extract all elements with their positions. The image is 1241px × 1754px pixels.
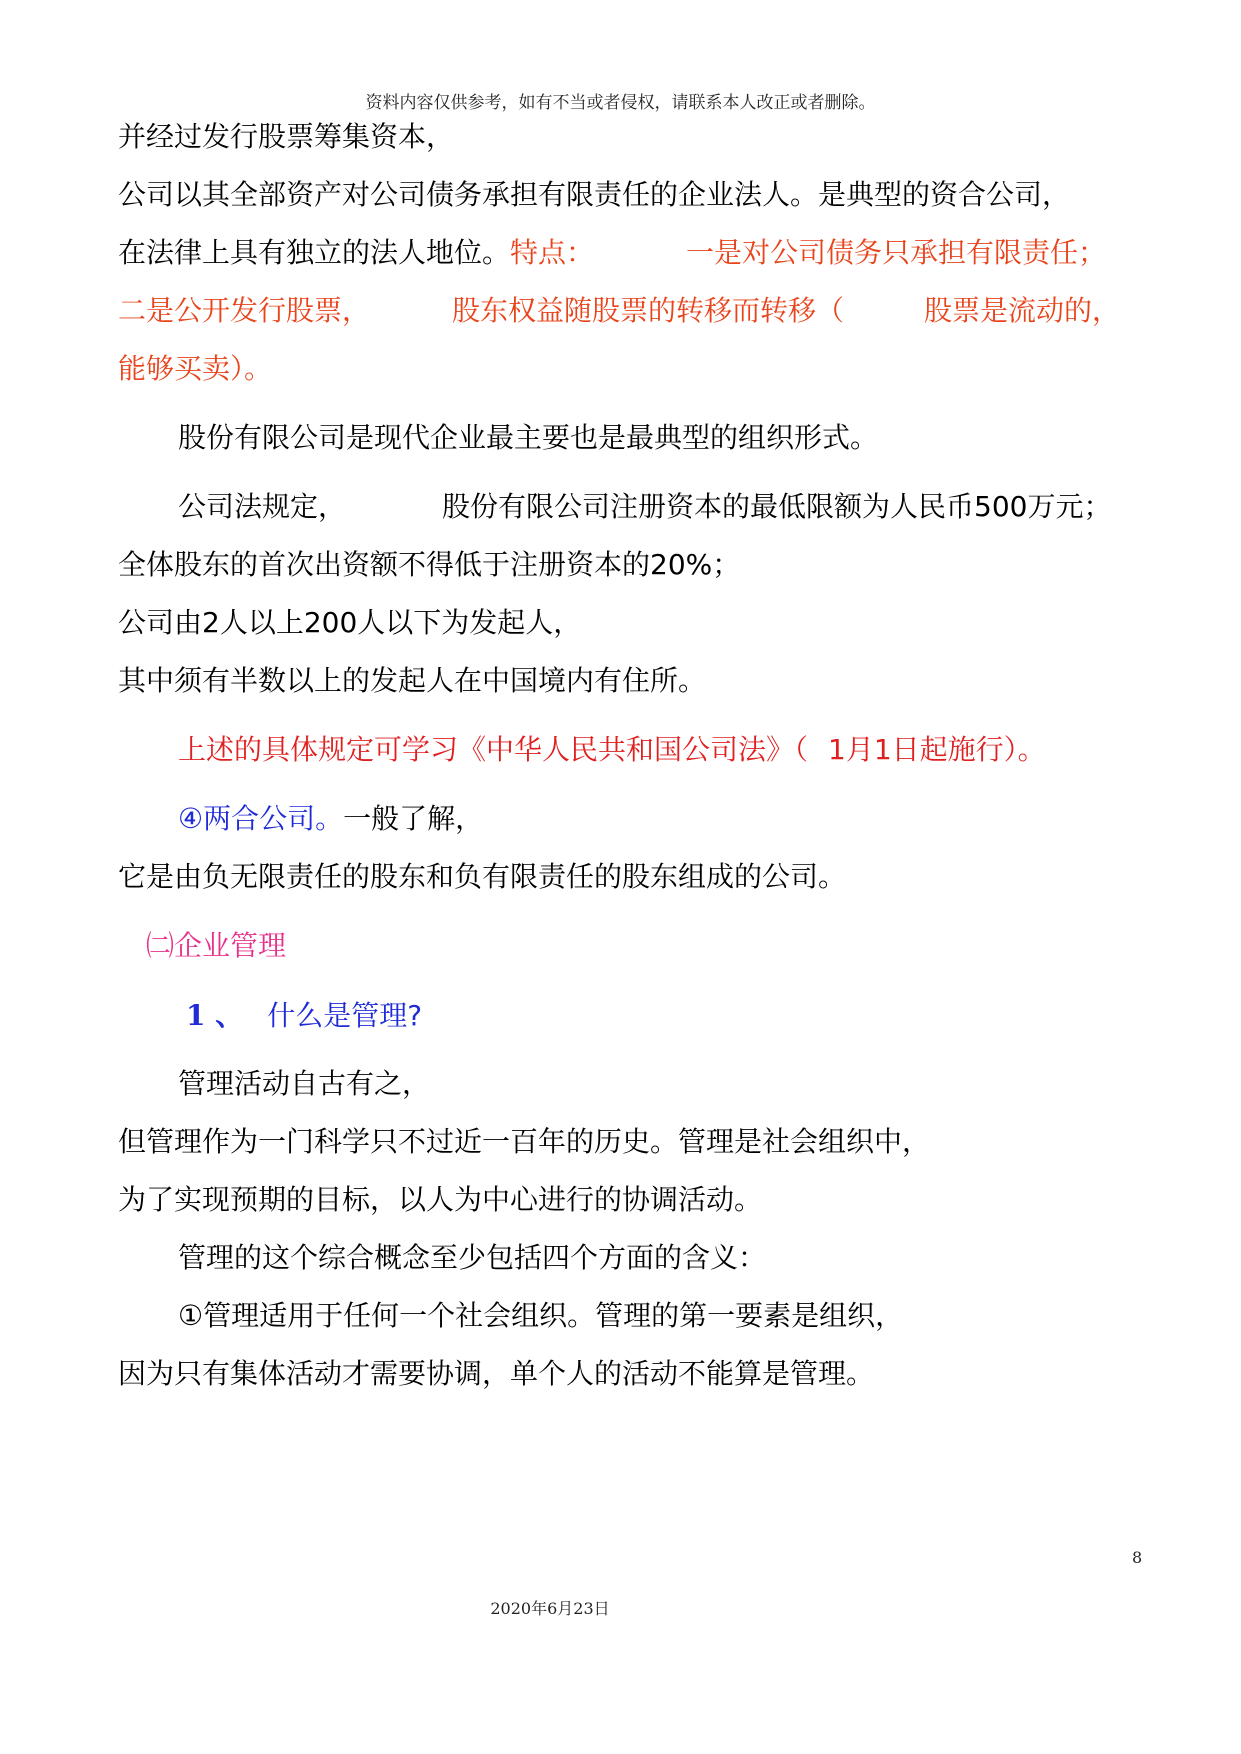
text-line: ①管理适用于任何一个社会组织。管理的第一要素是组织，	[178, 1299, 904, 1332]
text-segment: 一般了解，	[343, 802, 484, 835]
text-line	[178, 732, 1046, 768]
text-line	[118, 235, 1106, 271]
text-line: 全体股东的首次出资额不得低于注册资本的20%；	[118, 548, 741, 581]
page-header-disclaimer: 资料内容仅供参考，如有不当或者侵权，请联系本人改正或者删除。	[365, 93, 876, 113]
question-heading	[186, 998, 422, 1034]
text-line	[178, 801, 483, 837]
text-line: 公司由2人以上200人以下为发起人，	[118, 606, 582, 639]
text-line: 因为只有集体活动才需要协调，单个人的活动不能算是管理。	[118, 1357, 875, 1390]
text-line: 为了实现预期的目标，以人为中心进行的协调活动。	[118, 1183, 763, 1216]
law-effective-date: 1月1日起施行）。	[828, 733, 1046, 766]
features-label: 特点：	[510, 236, 595, 269]
feature-three-note: 股票是流动的，	[924, 294, 1121, 327]
subsection-heading: ④两合公司。	[178, 802, 344, 835]
footer-date: 2020年6月23日	[490, 1599, 610, 1618]
feature-one: 一是对公司债务只承担有限责任；	[686, 236, 1107, 269]
law-reference: 上述的具体规定可学习《中华人民共和国公司法》（	[178, 733, 809, 766]
text-line: 并经过发行股票筹集资本，	[118, 120, 455, 153]
page-number: 8	[1132, 1548, 1143, 1567]
text-segment: 股份有限公司注册资本的最低限额为人民币500万元；	[442, 490, 1112, 523]
text-line: 其中须有半数以上的发起人在中国境内有住所。	[118, 664, 707, 697]
text-line: 公司以其全部资产对公司债务承担有限责任的企业法人。是典型的资合公司，	[118, 178, 1071, 211]
text-line	[118, 293, 1120, 329]
feature-three: 股东权益随股票的转移而转移（	[452, 294, 845, 327]
question-text: 什么是管理?	[267, 999, 423, 1032]
text-line	[178, 489, 1111, 525]
text-segment: 公司法规定，	[178, 490, 347, 523]
text-segment: 在法律上具有独立的法人地位。	[118, 236, 511, 269]
text-line: 它是由负无限责任的股东和负有限责任的股东组成的公司。	[118, 860, 847, 893]
section-heading: ㈡企业管理	[146, 929, 287, 962]
text-line: 但管理作为一门科学只不过近一百年的历史。管理是社会组织中，	[118, 1125, 931, 1158]
question-number: 1 、	[186, 999, 244, 1032]
text-line: 能够买卖）。	[118, 352, 273, 385]
text-line: 管理的这个综合概念至少包括四个方面的含义：	[178, 1241, 767, 1274]
feature-two: 二是公开发行股票，	[118, 294, 371, 327]
text-line: 管理活动自古有之，	[178, 1067, 431, 1100]
text-line: 股份有限公司是现代企业最主要也是最典型的组织形式。	[178, 421, 879, 454]
